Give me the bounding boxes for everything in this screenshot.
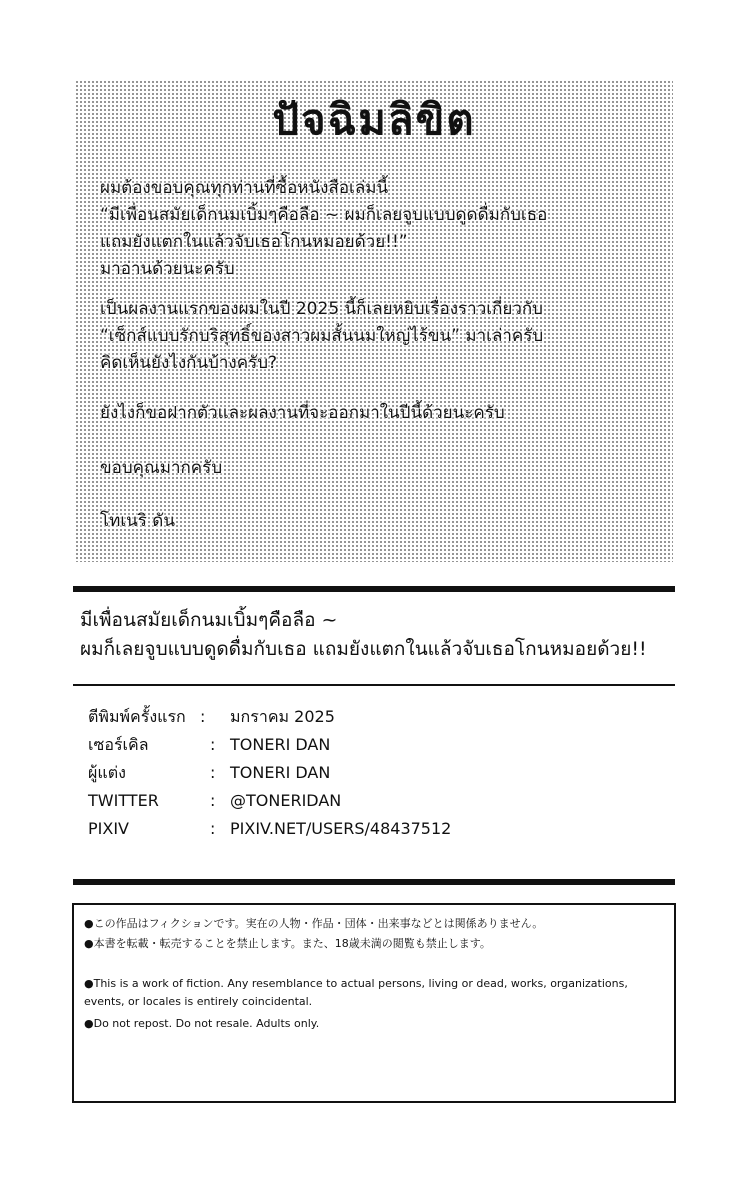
afterword-paragraph-1 <box>100 175 660 283</box>
thick-divider <box>73 879 675 885</box>
afterword-line: มาอ่านด้วยนะครับ <box>100 259 235 279</box>
notice-fiction-en: ●This is a work of fiction. Any resemblance to actual persons, living or dead, works, organizations, events, or locales is entirely coincidental. <box>84 977 628 1008</box>
afterword-line: ผมต้องขอบคุณทุกท่านที่ซื้อหนังสือเล่มนี้ <box>100 178 389 198</box>
thin-divider <box>73 684 675 686</box>
colophon-separator: : <box>210 819 216 838</box>
afterword-line: โทเนริ ดัน <box>100 511 175 531</box>
colophon-value: PIXIV.NET/USERS/48437512 <box>230 819 452 838</box>
book-title-line-2: ผมก็เลยจูบแบบดูดดื่มกับเธอ แถมยังแตกในแล้วจับเธอโกนหมอยด้วย!! <box>80 638 647 660</box>
afterword-line: เป็นผลงานแรกของผมในปี 2025 นี้ก็เลยหยิบเรื่องราวเกี่ยวกับ <box>100 299 543 319</box>
afterword-panel <box>75 80 673 562</box>
notice-no-repost-en: ●Do not repost. Do not resale. Adults only. <box>84 1017 320 1030</box>
afterword-line: ยังไงก็ขอฝากตัวและผลงานที่จะออกมาในปีนี้ด้วยนะครับ <box>100 403 505 423</box>
afterword-line: ขอบคุณมากครับ <box>100 458 223 478</box>
afterword-line: แถมยังแตกในแล้วจับเธอโกนหมอยด้วย!!” <box>100 232 408 252</box>
colophon-label: PIXIV <box>88 819 129 838</box>
thick-divider <box>73 586 675 592</box>
afterword-thanks <box>100 455 660 482</box>
legal-notice-box <box>72 903 676 1103</box>
colophon-label: ผู้แต่ง <box>88 763 126 782</box>
afterword-line: “มีเพื่อนสมัยเด็กนมเบิ้มๆคือลือ ~ ผมก็เลยจูบแบบดูดดื่มกับเธอ <box>100 205 548 225</box>
colophon-separator: : <box>200 707 206 726</box>
colophon-separator: : <box>210 763 216 782</box>
colophon-value: @TONERIDAN <box>230 791 342 810</box>
colophon-value: TONERI DAN <box>230 735 331 754</box>
afterword-paragraph-2 <box>100 296 660 377</box>
afterword-line: คิดเห็นยังไงกันบ้างครับ? <box>100 353 278 373</box>
afterword-signature <box>100 508 660 535</box>
colophon-value: TONERI DAN <box>230 763 331 782</box>
notice-no-repost-jp: ●本書を転載・転売することを禁止します。また、18歳未満の閲覧も禁止します。 <box>84 937 491 950</box>
colophon-separator: : <box>210 735 216 754</box>
colophon-value: มกราคม 2025 <box>230 707 335 726</box>
colophon-label: เซอร์เคิล <box>88 735 149 754</box>
afterword-line: “เซ็กส์แบบรักบริสุทธิ์ของสาวผมสั้นนมใหญ่ไร้ขน” มาเล่าครับ <box>100 326 544 346</box>
colophon-label: TWITTER <box>88 791 159 810</box>
book-title <box>80 606 675 664</box>
colophon-label: ตีพิมพ์ครั้งแรก <box>88 707 186 726</box>
colophon-separator: : <box>210 791 216 810</box>
afterword-title: ปัจฉิมลิขิต <box>272 95 476 144</box>
afterword-paragraph-3 <box>100 400 660 427</box>
book-title-line-1: มีเพื่อนสมัยเด็กนมเบิ้มๆคือลือ ~ <box>80 609 338 631</box>
notice-fiction-jp: ●この作品はフィクションです。実在の人物・作品・団体・出来事などとは関係ありません。 <box>84 917 544 930</box>
